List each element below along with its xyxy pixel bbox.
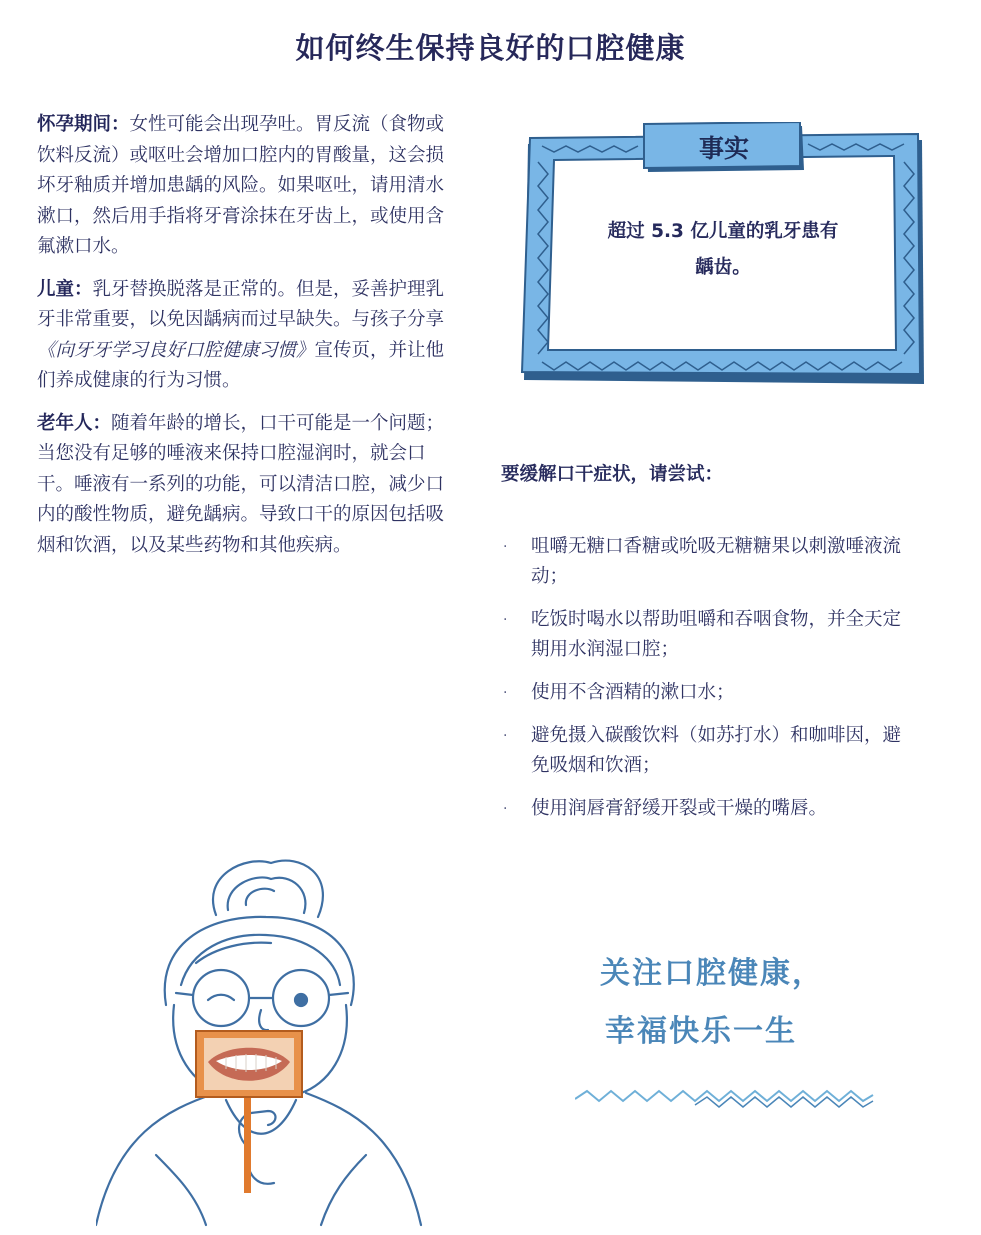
tips-heading: 要缓解口干症状，请尝试： — [501, 464, 724, 485]
section-text: 宣传页，并让他们养成健康的行为习惯。 — [37, 339, 445, 391]
fact-box — [518, 122, 926, 387]
bullet: · — [503, 728, 508, 744]
list-item — [501, 794, 901, 824]
list-item — [501, 721, 901, 781]
section-text: 女性可能会出现孕吐。胃反流（食物或饮料反流）或呕吐会增加口腔内的胃酸量，这会损坏牙釉质并增加患龋的风险。如果呕吐，请用清水漱口，然后用手指将牙膏涂抹在牙齿上，或使用含氟漱口水。 — [37, 114, 445, 257]
tips-list — [501, 532, 901, 837]
slogan-line: 关注口腔健康， — [600, 956, 824, 991]
section-text: 乳牙替换脱落是正常的。但是，妥善护理乳牙非常重要，以免因龋病而过早缺失。与孩子分享 — [37, 278, 445, 330]
list-item — [501, 678, 901, 708]
section-text: 随着年龄的增长，口干可能是一个问题；当您没有足够的唾液来保持口腔湿润时，就会口干。唾液有一系列的功能，可以清洁口腔，减少口内的酸性物质，避免龋病。导致口干的原因包括吸烟和饮酒，以及某些药物和其他疾病。 — [37, 412, 445, 556]
fact-text — [588, 214, 858, 286]
left-column — [37, 110, 462, 573]
fact-line: 超过 5.3 亿儿童的乳牙患有 — [607, 221, 839, 242]
section-label: 老年人： — [37, 412, 112, 434]
section-pregnancy — [37, 110, 462, 263]
section-elderly — [37, 409, 462, 562]
list-item-text: 使用不含酒精的漱口水； — [531, 682, 735, 703]
section-label: 儿童： — [37, 278, 93, 300]
leaflet-title: 《向牙牙学习良好口腔健康习惯》 — [37, 339, 315, 361]
page-title: 如何终生保持良好的口腔健康 — [295, 31, 686, 65]
list-item-text: 吃饭时喝水以帮助咀嚼和吞咽食物，并全天定期用水润湿口腔； — [531, 609, 902, 660]
bullet: · — [503, 685, 508, 701]
fact-line: 龋齿。 — [695, 257, 751, 278]
list-item — [501, 532, 901, 592]
section-children — [37, 275, 462, 397]
bullet: · — [503, 612, 508, 628]
grandmother-illustration-icon — [96, 855, 426, 1230]
section-label: 怀孕期间： — [37, 114, 130, 135]
list-item — [501, 605, 901, 665]
bullet: · — [503, 801, 508, 817]
fact-tab-label: 事实 — [698, 134, 749, 163]
list-item-text: 避免摄入碳酸饮料（如苏打水）和咖啡因，避免吸烟和饮酒； — [531, 725, 902, 776]
slogan-line: 幸福快乐一生 — [605, 1014, 797, 1049]
list-item-text: 咀嚼无糖口香糖或吮吸无糖糖果以刺激唾液流动； — [531, 536, 902, 587]
bullet: · — [503, 539, 508, 555]
list-item-text: 使用润唇膏舒缓开裂或干燥的嘴唇。 — [531, 798, 828, 819]
wave-decoration-icon — [575, 1085, 875, 1109]
